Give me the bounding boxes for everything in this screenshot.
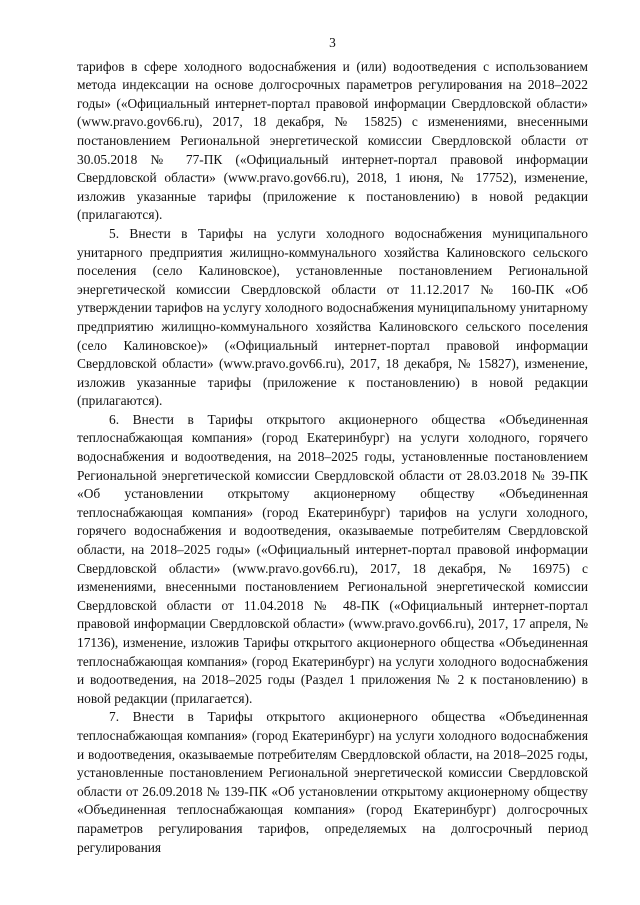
paragraph-item-7: 7. Внести в Тарифы открытого акционерного общества «Объединенная теплоснабжающая компания» (город Екатеринбург) на услуги холодного водоснабжения и водоотведения, оказываемые потребителям Свердловской области, на 2018–2025 годы, установленные постановлением Региональной энергетической комиссии Свердловской области от 26.09.2018 № 139-ПК «Об установлении открытому акционерному обществу «Объединенная теплоснабжающая компания» (город Екатеринбург) долгосрочных параметров регулирования тарифов, определяемых на долгосрочный период регулирования xyxy=(77,709,588,855)
page-number: 3 xyxy=(329,35,336,50)
paragraph-item-5: 5. Внести в Тарифы на услуги холодного водоснабжения муниципального унитарного предприятия жилищно-коммунального хозяйства Калиновского сельского поселения (село Калиновское), установленные постановлением Региональной энергетической комиссии Свердловской области от 11.12.2017 № 160-ПК «Об утверждении тарифов на услугу холодного водоснабжения муниципальному унитарному предприятию жилищно-коммунального хозяйства Калиновского сельского поселения (село Калиновское)» («Официальный интернет-портал правовой информации Свердловской области» (www.pravo.gov66.ru), 2017, 18 декабря, № 15827), изменение, изложив указанные тарифы (приложение к постановлению) в новой редакции (прилагаются). xyxy=(77,225,588,409)
paragraph-item-6: 6. Внести в Тарифы открытого акционерного общества «Объединенная теплоснабжающая компания» (город Екатеринбург) на услуги холодного, горячего водоснабжения и водоотведения, на 2018–2025 годы, установленные постановлением Региональной энергетической комиссии Свердловской области от 28.03.2018 № 39-ПК «Об установлении открытому акционерному обществу «Объединенная теплоснабжающая компания» (город Екатеринбург) тарифов на услуги холодного, горячего водоснабжения и водоотведения, оказываемые потребителям Свердловской области, на 2018–2025 годы» («Официальный интернет-портал правовой информации Свердловской области» (www.pravo.gov66.ru), 2017, 18 декабря, № 16975) с изменениями, внесенными постановлением Региональной энергетической комиссии Свердловской области от 11.04.2018 № 48-ПК («Официальный интернет-портал правовой информации Свердловской области» (www.pravo.gov66.ru), 2017, 17 апреля, № 17136), изменение, изложив Тарифы открытого акционерного общества «Объединенная теплоснабжающая компания» (город Екатеринбург) на услуги холодного водоснабжения и водоотведения, на 2018–2025 годы (Раздел 1 приложения № 2 к постановлению) в новой редакции (прилагается). xyxy=(77,411,588,706)
paragraph-continuation: тарифов в сфере холодного водоснабжения и (или) водоотведения с использованием метода индексации на основе долгосрочных параметров регулирования на 2018–2022 годы» («Официальный интернет-портал правовой информации Свердловской области» (www.pravo.gov66.ru), 2017, 18 декабря, № 15825) с изменениями, внесенными постановлением Региональной энергетической комиссии Свердловской области от 30.05.2018 № 77-ПК («Официальный интернет-портал правовой информации Свердловской области» (www.pravo.gov66.ru), 2018, 1 июня, № 17752), изменение, изложив указанные тарифы (приложение к постановлению) в новой редакции (прилагаются). xyxy=(77,58,588,223)
